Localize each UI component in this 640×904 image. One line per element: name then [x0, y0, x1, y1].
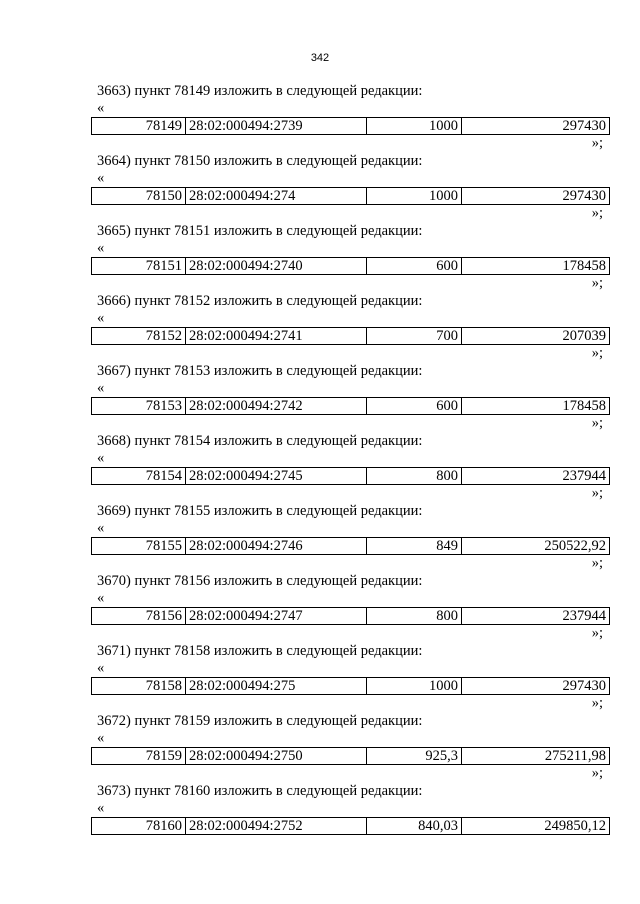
amendment-entry	[0, 642, 640, 712]
area-cell: 1000	[367, 188, 462, 205]
item-number-cell: 78150	[92, 188, 186, 205]
item-number-cell: 78153	[92, 398, 186, 415]
page-number: 342	[310, 52, 330, 64]
amendment-entry	[0, 782, 640, 852]
amendment-entry	[0, 362, 640, 432]
amendment-heading: 3664) пункт 78150 изложить в следующей редакции:	[97, 153, 423, 169]
opening-quote: «	[97, 730, 105, 746]
cadastral-number-cell: 28:02:000494:275	[186, 678, 367, 695]
amendment-table	[91, 397, 610, 415]
item-number-cell: 78152	[92, 328, 186, 345]
table-row	[92, 468, 610, 485]
table-row	[92, 188, 610, 205]
amendment-heading: 3673) пункт 78160 изложить в следующей редакции:	[97, 783, 423, 799]
amendment-heading: 3672) пункт 78159 изложить в следующей редакции:	[97, 713, 423, 729]
value-cell: 297430	[462, 118, 610, 135]
area-cell: 1000	[367, 118, 462, 135]
amendment-heading: 3671) пункт 78158 изложить в следующей редакции:	[97, 643, 423, 659]
amendment-heading: 3666) пункт 78152 изложить в следующей редакции:	[97, 293, 423, 309]
amendment-heading: 3667) пункт 78153 изложить в следующей редакции:	[97, 363, 423, 379]
opening-quote: «	[97, 800, 105, 816]
area-cell: 925,3	[367, 748, 462, 765]
closing-quote: »;	[591, 555, 603, 571]
table-row	[92, 328, 610, 345]
value-cell: 275211,98	[462, 748, 610, 765]
closing-quote: »;	[591, 625, 603, 641]
amendment-entry	[0, 222, 640, 292]
cadastral-number-cell: 28:02:000494:2740	[186, 258, 367, 275]
cadastral-number-cell: 28:02:000494:2742	[186, 398, 367, 415]
amendment-heading: 3670) пункт 78156 изложить в следующей редакции:	[97, 573, 423, 589]
opening-quote: «	[97, 240, 105, 256]
closing-quote: »;	[591, 345, 603, 361]
value-cell: 297430	[462, 188, 610, 205]
amendment-table	[91, 257, 610, 275]
cadastral-number-cell: 28:02:000494:2747	[186, 608, 367, 625]
item-number-cell: 78156	[92, 608, 186, 625]
value-cell: 178458	[462, 258, 610, 275]
table-row	[92, 678, 610, 695]
amendment-table	[91, 327, 610, 345]
opening-quote: «	[97, 590, 105, 606]
table-row	[92, 538, 610, 555]
closing-quote: »;	[591, 205, 603, 221]
amendment-entry	[0, 572, 640, 642]
opening-quote: «	[97, 310, 105, 326]
opening-quote: «	[97, 520, 105, 536]
area-cell: 600	[367, 398, 462, 415]
area-cell: 840,03	[367, 818, 462, 835]
value-cell: 250522,92	[462, 538, 610, 555]
table-row	[92, 398, 610, 415]
amendment-table	[91, 187, 610, 205]
cadastral-number-cell: 28:02:000494:2750	[186, 748, 367, 765]
amendment-table	[91, 747, 610, 765]
opening-quote: «	[97, 450, 105, 466]
item-number-cell: 78160	[92, 818, 186, 835]
document-body	[0, 82, 640, 852]
cadastral-number-cell: 28:02:000494:2745	[186, 468, 367, 485]
closing-quote: »;	[591, 485, 603, 501]
cadastral-number-cell: 28:02:000494:2739	[186, 118, 367, 135]
amendment-heading: 3668) пункт 78154 изложить в следующей редакции:	[97, 433, 423, 449]
amendment-heading: 3669) пункт 78155 изложить в следующей редакции:	[97, 503, 423, 519]
amendment-entry	[0, 152, 640, 222]
amendment-entry	[0, 292, 640, 362]
amendment-entry	[0, 432, 640, 502]
item-number-cell: 78155	[92, 538, 186, 555]
closing-quote: »;	[591, 135, 603, 151]
table-row	[92, 818, 610, 835]
opening-quote: «	[97, 100, 105, 116]
closing-quote: »;	[591, 765, 603, 781]
area-cell: 849	[367, 538, 462, 555]
closing-quote: »;	[591, 415, 603, 431]
amendment-heading: 3663) пункт 78149 изложить в следующей редакции:	[97, 83, 423, 99]
cadastral-number-cell: 28:02:000494:2746	[186, 538, 367, 555]
item-number-cell: 78154	[92, 468, 186, 485]
amendment-table	[91, 817, 610, 835]
amendment-table	[91, 117, 610, 135]
value-cell: 297430	[462, 678, 610, 695]
area-cell: 800	[367, 468, 462, 485]
area-cell: 800	[367, 608, 462, 625]
amendment-table	[91, 607, 610, 625]
closing-quote: »;	[591, 695, 603, 711]
table-row	[92, 608, 610, 625]
value-cell: 207039	[462, 328, 610, 345]
cadastral-number-cell: 28:02:000494:2741	[186, 328, 367, 345]
closing-quote: »;	[591, 275, 603, 291]
table-row	[92, 748, 610, 765]
amendment-table	[91, 677, 610, 695]
area-cell: 600	[367, 258, 462, 275]
value-cell: 237944	[462, 608, 610, 625]
cadastral-number-cell: 28:02:000494:274	[186, 188, 367, 205]
value-cell: 249850,12	[462, 818, 610, 835]
item-number-cell: 78149	[92, 118, 186, 135]
value-cell: 178458	[462, 398, 610, 415]
area-cell: 700	[367, 328, 462, 345]
area-cell: 1000	[367, 678, 462, 695]
table-row	[92, 118, 610, 135]
amendment-table	[91, 537, 610, 555]
item-number-cell: 78158	[92, 678, 186, 695]
amendment-entry	[0, 502, 640, 572]
table-row	[92, 258, 610, 275]
item-number-cell: 78151	[92, 258, 186, 275]
amendment-table	[91, 467, 610, 485]
item-number-cell: 78159	[92, 748, 186, 765]
amendment-heading: 3665) пункт 78151 изложить в следующей редакции:	[97, 223, 423, 239]
opening-quote: «	[97, 170, 105, 186]
amendment-entry	[0, 712, 640, 782]
amendment-entry	[0, 82, 640, 152]
value-cell: 237944	[462, 468, 610, 485]
opening-quote: «	[97, 660, 105, 676]
cadastral-number-cell: 28:02:000494:2752	[186, 818, 367, 835]
opening-quote: «	[97, 380, 105, 396]
